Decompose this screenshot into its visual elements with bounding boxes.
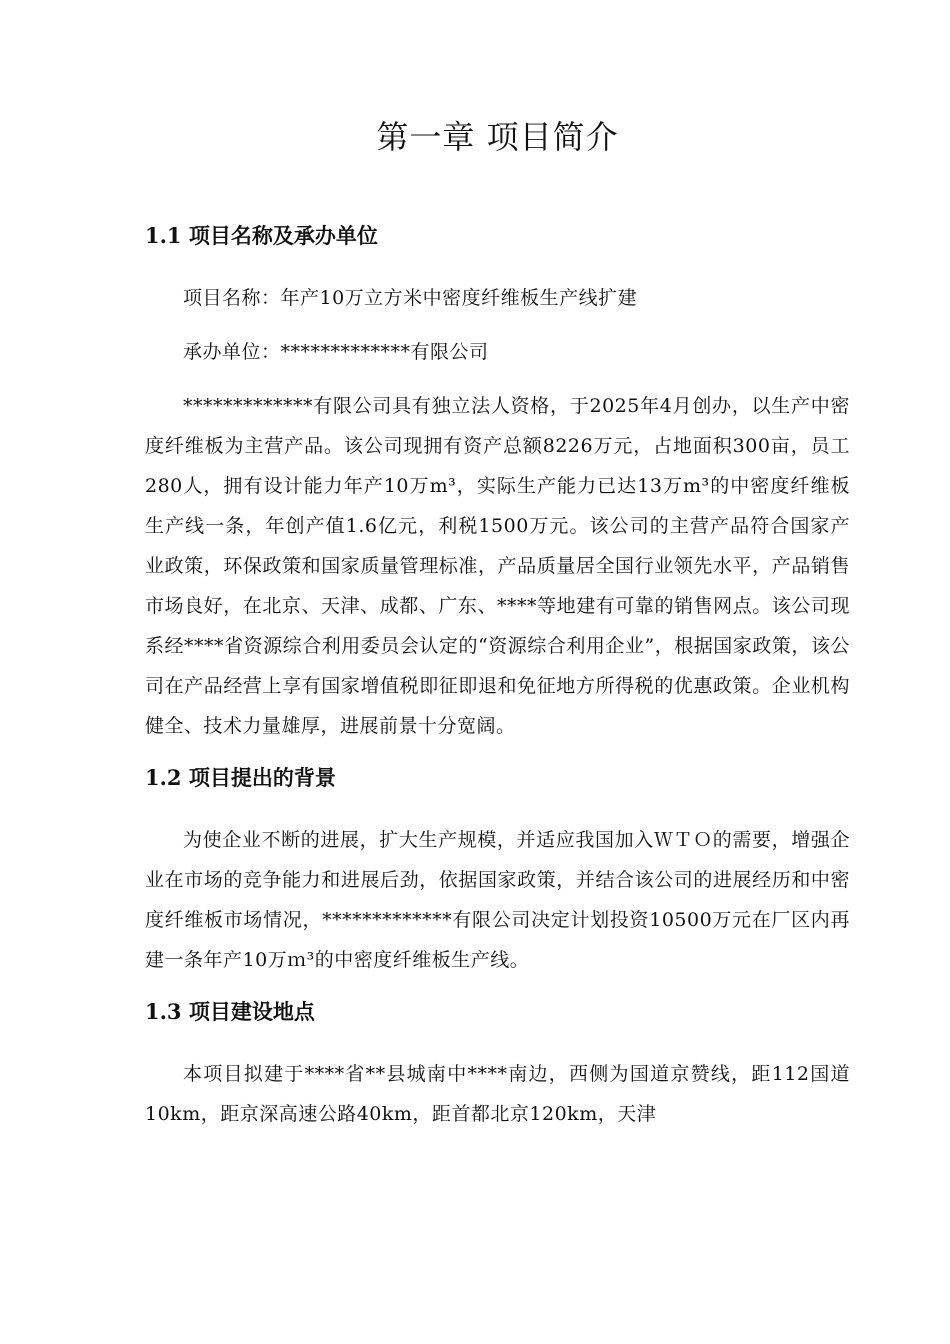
paragraph: *************有限公司具有独立法人资格，于2025年4月创办，以生产中密度纤维板为主营产品。该公司现拥有资产总额8226万元，占地面积300亩，员工280人，拥有设计能力年产10万m³，实际生产能力已达13万m³的中密度纤维板生产线一条，年创产值1.6亿元，利税1500万元。该公司的主营产品符合国家产业政策，环保政策和国家质量管理标准，产品质量居全国行业领先水平，产品销售市场良好，在北京、天津、成都、广东、****等地建有可靠的销售网点。该公司现系经****省资源综合利用委员会认定的“资源综合利用企业”，根据国家政策，该公司在产品经营上享有国家增值税即征即退和免征地方所得税的优惠政策。企业机构健全、技术力量雄厚，进展前景十分宽阔。: [145, 395, 850, 737]
paragraph: 为使企业不断的进展，扩大生产规模，并适应我国加入ＷＴＯ的需要，增强企业在市场的竞争能力和进展后劲，依据国家政策，并结合该公司的进展经历和中密度纤维板市场情况，*************有限公司决定计划投资10500万元在厂区内再建一条年产10万ｍ³的中密度纤维板生产线。: [145, 829, 850, 971]
paragraph: 承办单位：*************有限公司: [183, 341, 489, 363]
section-heading: 1.2 项目提出的背景: [145, 765, 336, 790]
section-heading: 1.3 项目建设地点: [145, 999, 315, 1024]
section-1-2: [145, 758, 850, 980]
paragraph: 本项目拟建于****省**县城南中****南边，西侧为国道京赞线，距112国道10km，距京深高速公路40km，距首都北京120km，天津: [145, 1063, 850, 1125]
section-1-3: [145, 992, 850, 1134]
paragraph: 项目名称：年产10万立方米中密度纤维板生产线扩建: [183, 287, 638, 309]
section-heading: 1.1 项目名称及承办单位: [145, 223, 378, 248]
chapter-title: 第一章 项目简介: [376, 118, 619, 156]
section-1-1: [145, 216, 850, 746]
